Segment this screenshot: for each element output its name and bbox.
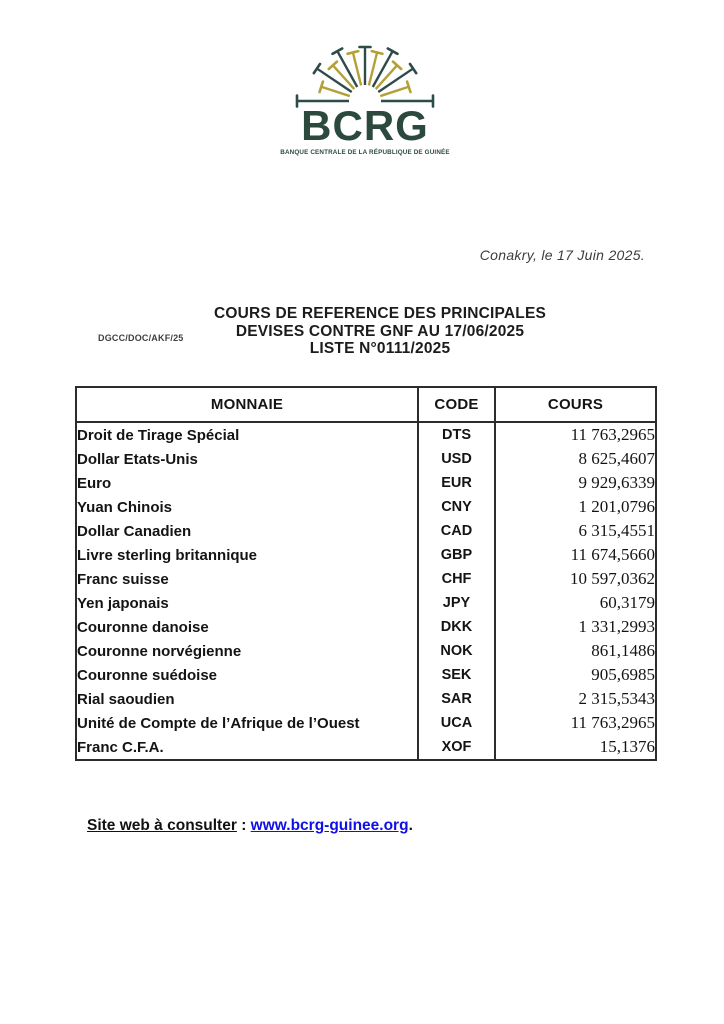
logo-rays-icon xyxy=(288,44,442,108)
title-line-1: COURS DE REFERENCE DES PRINCIPALES xyxy=(213,305,547,322)
table-row xyxy=(76,735,656,760)
currency-name-cell: Dollar Etats-Unis xyxy=(77,450,198,468)
table-row xyxy=(76,687,656,711)
currency-code-cell: XOF xyxy=(418,735,495,760)
table-row xyxy=(76,711,656,735)
currency-code-cell: SEK xyxy=(418,663,495,687)
bcrg-logo xyxy=(247,44,483,156)
currency-code-cell: CAD xyxy=(418,519,495,543)
currency-rate-cell: 1 331,2993 xyxy=(578,617,655,636)
currency-code-cell: USD xyxy=(418,447,495,471)
table-row xyxy=(76,615,656,639)
currency-name-cell: Livre sterling britannique xyxy=(77,546,258,564)
table-row xyxy=(76,519,656,543)
currency-rate-cell: 1 201,0796 xyxy=(578,497,655,516)
document-title xyxy=(120,305,640,358)
document-reference: DGCC/DOC/AKF/25 xyxy=(98,333,184,343)
currency-rate-cell: 6 315,4551 xyxy=(578,521,655,540)
rates-table xyxy=(75,386,657,761)
currency-rate-cell: 11 763,2965 xyxy=(570,425,655,444)
currency-code-cell: DKK xyxy=(418,615,495,639)
currency-name-cell: Rial saoudien xyxy=(77,690,175,708)
table-row xyxy=(76,471,656,495)
table-row xyxy=(76,591,656,615)
header-monnaie: MONNAIE xyxy=(76,387,418,422)
currency-rate-cell: 905,6985 xyxy=(591,665,655,684)
website-note xyxy=(87,817,413,835)
table-row xyxy=(76,567,656,591)
currency-code-cell: CNY xyxy=(418,495,495,519)
currency-name-cell: Droit de Tirage Spécial xyxy=(77,426,240,444)
website-period: . xyxy=(408,817,413,834)
currency-code-cell: GBP xyxy=(418,543,495,567)
currency-rate-cell: 11 763,2965 xyxy=(570,713,655,732)
currency-rate-cell: 11 674,5660 xyxy=(570,545,655,564)
currency-code-cell: JPY xyxy=(418,591,495,615)
currency-name-cell: Euro xyxy=(77,474,112,492)
table-row xyxy=(76,422,656,447)
currency-name-cell: Yen japonais xyxy=(77,594,169,612)
currency-rate-cell: 2 315,5343 xyxy=(578,689,655,708)
currency-name-cell: Unité de Compte de l’Afrique de l’Ouest xyxy=(77,714,360,732)
currency-name-cell: Couronne norvégienne xyxy=(77,642,242,660)
currency-code-cell: CHF xyxy=(418,567,495,591)
currency-rate-cell: 861,1486 xyxy=(591,641,655,660)
title-line-3: LISTE N°0111/2025 xyxy=(309,340,451,357)
website-separator: : xyxy=(236,817,251,834)
currency-rate-cell: 9 929,6339 xyxy=(578,473,655,492)
currency-code-cell: NOK xyxy=(418,639,495,663)
currency-code-cell: EUR xyxy=(418,471,495,495)
table-header-row xyxy=(76,387,656,422)
logo-subtitle: BANQUE CENTRALE DE LA RÉPUBLIQUE DE GUINÉE xyxy=(280,148,450,156)
table-row xyxy=(76,663,656,687)
currency-rate-cell: 60,3179 xyxy=(599,593,655,612)
currency-code-cell: UCA xyxy=(418,711,495,735)
title-line-2: DEVISES CONTRE GNF AU 17/06/2025 xyxy=(235,322,525,340)
currency-name-cell: Couronne danoise xyxy=(77,618,209,636)
currency-name-cell: Couronne suédoise xyxy=(77,666,218,684)
currency-code-cell: SAR xyxy=(418,687,495,711)
header-cours: COURS xyxy=(495,387,656,422)
website-label: Site web à consulter xyxy=(87,817,237,834)
currency-name-cell: Yuan Chinois xyxy=(77,498,173,516)
currency-name-cell: Franc C.F.A. xyxy=(77,738,164,756)
table-row xyxy=(76,543,656,567)
header-code: CODE xyxy=(418,387,495,422)
table-row xyxy=(76,495,656,519)
table-row xyxy=(76,447,656,471)
currency-rate-cell: 8 625,4607 xyxy=(578,449,655,468)
currency-code-cell: DTS xyxy=(418,422,495,447)
website-link[interactable]: www.bcrg-guinee.org xyxy=(250,817,409,834)
currency-rate-cell: 15,1376 xyxy=(599,737,655,756)
currency-name-cell: Dollar Canadien xyxy=(77,522,192,540)
logo-acronym: BCRG xyxy=(301,102,429,149)
dateline: Conakry, le 17 Juin 2025. xyxy=(479,247,645,263)
table-row xyxy=(76,639,656,663)
currency-name-cell: Franc suisse xyxy=(77,570,169,588)
currency-rate-cell: 10 597,0362 xyxy=(570,569,655,588)
